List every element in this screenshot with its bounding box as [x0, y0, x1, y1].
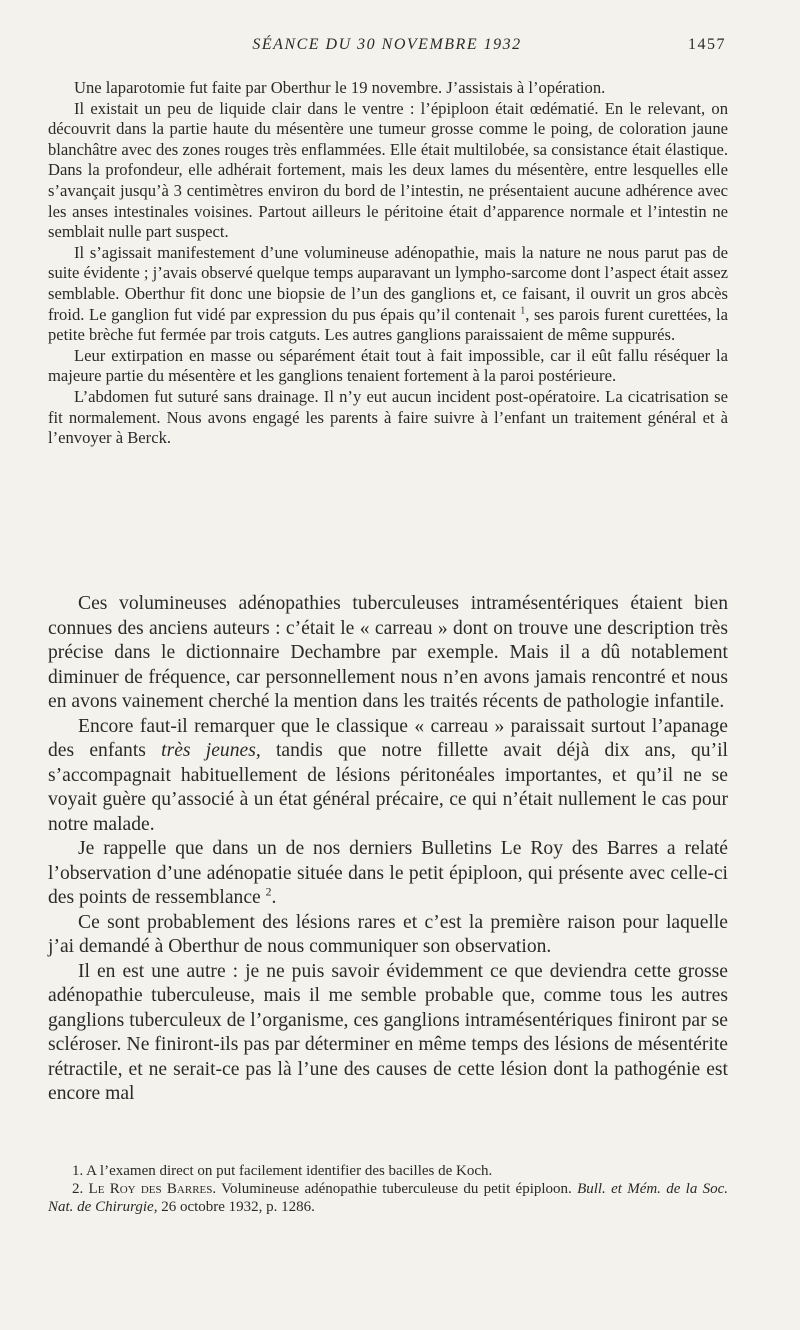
footnote-text: Volumineuse adénopathie tuberculeuse du petit épiploon.	[221, 1181, 572, 1197]
paragraph	[48, 243, 728, 346]
emphasis: très jeunes,	[161, 740, 261, 761]
paragraph: Je rappelle que dans un de nos derniers Bulletins Le Roy des Barres a relaté l’observation d’une adénopatie située dans le petit épiploon, qui présente avec celle-ci des points de ressemblance $^2$.	[48, 838, 728, 908]
footnote-ref: 1	[520, 305, 526, 316]
header-title: SÉANCE DU 30 NOVEMBRE 1932	[252, 36, 522, 53]
paragraph: Il existait un peu de liquide clair dans le ventre : l’épiploon était œdématié. En le relevant, on découvrit dans la partie haute du mésentère une tumeur grosse comme le poing, de coloration jaune blanchâtre avec des zones rouges très enflammées. Elle était multilobée, sa consistance était élastique. Dans la profondeur, elle adhérait fortement, mais les deux lames du mésentère, entre lesquelles elle s’avançait jusqu’à 3 centimètres environ du bord de l’intestin, ne présentaient aucune adhérence avec les anses intestinales voisines. Partout ailleurs le péritoine était d’apparence normale et l’intestin ne semblait nulle part suspect.	[48, 98, 728, 242]
paragraph-text: tandis que notre fillette avait déjà dix ans, qu’il s’accompagnait habituellement de lésions péritonéales importantes, et qu’il ne se voyait guère qu’associé à un état général précaire, ce qui n’était nullement le cas pour notre malade.	[48, 740, 729, 835]
paragraph: Ce sont probablement des lésions rares et c’est la première raison pour laquelle j’ai demandé à Oberthur de nous communiquer son observation.	[48, 911, 728, 957]
observation-section	[48, 78, 728, 449]
footnote-2	[48, 1180, 728, 1216]
footnote-journal: Bull. et Mém. de la Soc. Nat. de Chirurgie,	[48, 1181, 728, 1215]
footnote-author: Le Roy des Barres.	[88, 1181, 217, 1197]
footnote-text: 26 octobre 1932, p. 1286.	[161, 1199, 315, 1215]
footnote-ref: 2	[265, 885, 272, 899]
paragraph: L’abdomen fut suturé sans drainage. Il n’y eut aucun incident post-opératoire. La cicatrisation se fit normalement. Nous avons engagé les parents à faire suivre à l’enfant un traitement général et à l’envoyer à Berck.	[48, 386, 728, 448]
footnote-1: 1. A l’examen direct on put facilement identifier des bacilles de Koch.	[72, 1163, 493, 1179]
paragraph-text: Il s’agissait manifestement d’une volumineuse adénopathie, mais la nature ne nous parut pas de suite évidente ; j’avais observé quelque temps auparavant un lympho-sarcome dont l’aspect était assez semblable. Oberthur fit donc une biopsie de l’un des ganglions et, ce faisant, il ouvrit un gros abcès froid. Le ganglion fut vidé par expression du pus épais qu’il contenait	[48, 242, 728, 324]
paragraph-text: Je rappelle que dans un de nos derniers Bulletins Le Roy des Barres a relaté l’observation d’une adénopatie située dans le petit épiploon, qui présente avec celle-ci des points de ressemblance	[48, 838, 728, 908]
paragraph: Ces volumineuses adénopathies tuberculeuses intramésentériques étaient bien connues des anciens auteurs : c’était le « carreau » dont on trouve une description très précise dans le dictionnaire Dechambre par exemple. Mais il a dû notablement diminuer de fréquence, car personnellement nous n’en avons jamais rencontré et nous en avons vainement cherché la mention dans les traités récents de pathologie infantile.	[48, 593, 728, 712]
paragraph: Une laparotomie fut faite par Oberthur le 19 novembre. J’assistais à l’opération.	[74, 78, 606, 97]
discussion-section	[48, 592, 728, 1107]
page-number: 1457	[688, 36, 726, 53]
paragraph-text: , ses parois furent curettées, la petite brèche fut fermée par trois catguts. Les autres ganglions paraissaient de même suppurés.	[48, 304, 728, 345]
footnotes	[48, 1162, 728, 1216]
paragraph-text: Encore faut-il remarquer que le classique « carreau » paraissait surtout l’apanage des enfants	[48, 715, 728, 761]
running-header	[48, 36, 726, 58]
paragraph: Leur extirpation en masse ou séparément était tout à fait impossible, car il eût fallu réséquer la majeure partie du mésentère et les ganglions tenaient fortement à la paroi postérieure.	[48, 345, 728, 386]
footnote-number: 2.	[72, 1181, 84, 1197]
paragraph	[48, 715, 728, 838]
paragraph: Il en est une autre : je ne puis savoir évidemment ce que deviendra cette grosse adénopathie tuberculeuse, mais il me semble probable que, comme tous les autres ganglions tuberculeux de l’organisme, ces ganglions intramésentériques finiront par se scléroser. Ne finiront-ils pas par déterminer en même temps des lésions de mésentérite rétractile, et ne serait-ce pas là l’une des causes de cette lésion dont la pathogénie est encore mal	[48, 960, 728, 1104]
